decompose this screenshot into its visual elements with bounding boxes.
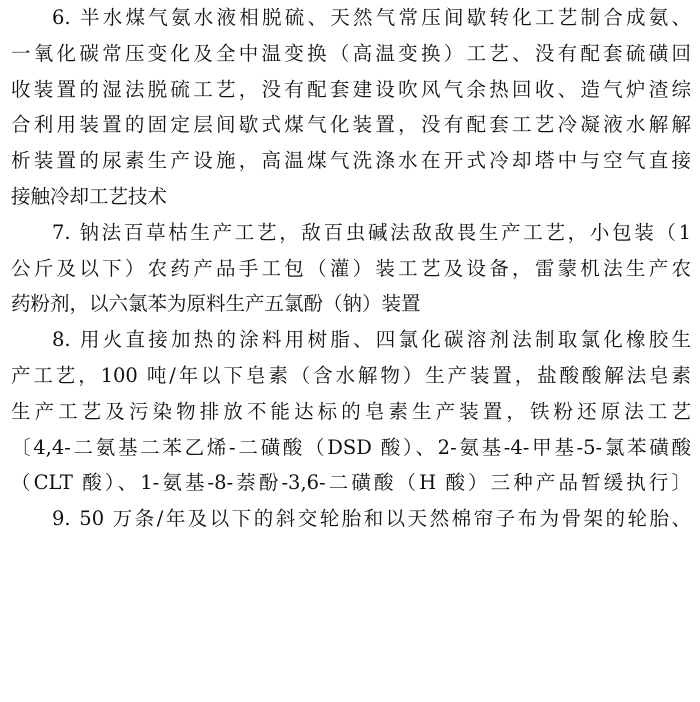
text-line: 析装置的尿素生产设施，高温煤气洗涤水在开式冷却塔中与空气直接 [11, 149, 691, 173]
text-line: 产工艺，100 吨/年以下皂素（含水解物）生产装置，盐酸酸解法皂素 [11, 363, 691, 387]
paragraph-item-8 [11, 328, 691, 495]
text-line: 8. 用火直接加热的涂料用树脂、四氯化碳溶剂法制取氯化橡胶生 [52, 328, 691, 352]
text-line: 收装置的湿法脱硫工艺，没有配套建设吹风气余热回收、造气炉渣综 [11, 77, 691, 101]
text-line: 公斤及以下）农药产品手工包（灌）装工艺及设备，雷蒙机法生产农 [11, 256, 691, 280]
text-line: 生产工艺及污染物排放不能达标的皂素生产装置，铁粉还原法工艺 [11, 399, 691, 423]
text-line: 9. 50 万条/年及以下的斜交轮胎和以天然棉帘子布为骨架的轮胎、 [52, 507, 691, 531]
text-line: 7. 钠法百草枯生产工艺，敌百虫碱法敌敌畏生产工艺，小包装（1 [52, 220, 691, 244]
paragraph-item-7 [11, 221, 691, 317]
text-line: （CLT 酸）、1-氨基-8-萘酚-3,6-二磺酸（H 酸）三种产品暂缓执行〕 [11, 471, 691, 495]
paragraph-item-9 [11, 507, 691, 531]
text-line: 药粉剂，以六氯苯为原料生产五氯酚（钠）装置 [11, 292, 421, 316]
text-line: 〔4,4-二氨基二苯乙烯-二磺酸（DSD 酸）、2-氨基-4-甲基-5-氯苯磺酸 [11, 435, 691, 459]
text-line: 一氧化碳常压变化及全中温变换（高温变换）工艺、没有配套硫磺回 [11, 41, 691, 65]
paragraph-item-6 [11, 6, 691, 209]
text-line: 合利用装置的固定层间歇式煤气化装置，没有配套工艺冷凝液水解解 [11, 113, 691, 137]
text-line: 6. 半水煤气氨水液相脱硫、天然气常压间歇转化工艺制合成氨、 [52, 6, 691, 29]
text-line: 接触冷却工艺技术 [11, 184, 168, 208]
